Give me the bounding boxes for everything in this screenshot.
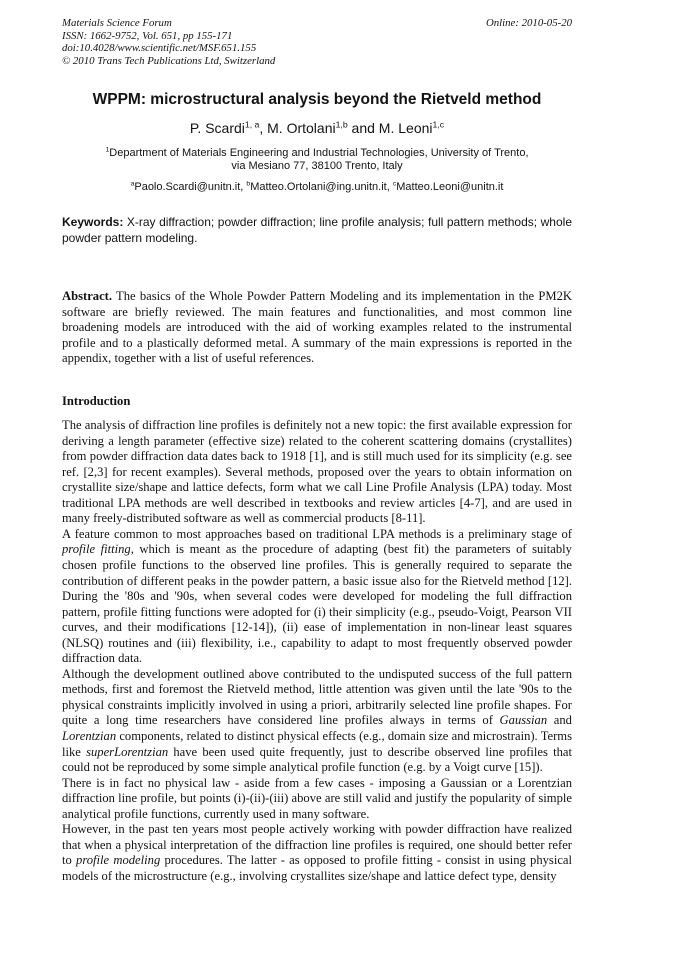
text-run: , which is meant as the procedure of adapting (best fit) the parameters of suitably chosen profile functions to the observed line profiles. This is generally required to separate the contribution of different peaks in the powder pattern, a basic issue also for the Rietveld method [12]. During the '80s and '90s, when several codes were developed for modeling the full diffraction pattern, profile fitting functions were adopted for (i) their simplicity (e.g., pseudo-Voigt, Pearson VII curves, and their modifications [12-14]), (ii) ease of implementation in non-linear least squares (NLSQ) routines and (iii) flexibility, i.e., capability to adapt to most frequently observed powder diffraction data.: [62, 542, 572, 666]
text-run: and: [547, 713, 572, 728]
paper-title: WPPM: microstructural analysis beyond the Rietveld method: [92, 91, 542, 109]
emails-line: [62, 181, 572, 194]
abstract-text: The basics of the Whole Powder Pattern Modeling and its implementation in the PM2K software are briefly reviewed. The main features and functionalities, and most common line broadening models are introduced with the aid of working examples related to the instrumental profile and to a plastically deformed metal. A summary of the main expressions is reported in the appendix, together with a list of useful references.: [62, 288, 572, 366]
email-address: Paolo.Scardi@unitn.it,: [134, 181, 247, 193]
text-run: Although the development outlined above contributed to the undisputed success of the full pattern methods, first and foremost the Rietveld method, little attention was given until the late '90s to the physical constraints implicitly involved in using a priori, arbitrarily selected line profile shapes. For quite a long time researchers have considered line profiles always in terms of: [62, 666, 572, 728]
italic-term: superLorentzian: [86, 744, 169, 759]
abstract-label: Abstract.: [62, 288, 113, 303]
paragraph: [62, 822, 572, 884]
text-run: A feature common to most approaches based on traditional LPA methods is a preliminary stage of: [62, 526, 572, 541]
email-superscript: c: [392, 180, 397, 188]
text-run: components, related to distinct physical effects (e.g., domain size and microstrain). Terms like: [62, 729, 572, 759]
author-name: , M. Ortolani: [259, 120, 336, 137]
email-address: Matteo.Ortolani@ing.unitn.it,: [250, 181, 393, 193]
paragraph: [62, 667, 572, 776]
journal-info-block: [62, 17, 275, 67]
text-run: There is in fact no physical law - aside from a few cases - imposing a Gaussian or a Lorentzian diffraction line profile, but points (i)-(ii)-(iii) above are still valid and justify the popularity of simple analytical profile functions, currently used in many software.: [62, 775, 572, 821]
keywords-block: [62, 215, 572, 246]
keywords-label: Keywords:: [62, 215, 124, 230]
italic-term: Lorentzian: [62, 729, 117, 743]
paragraph: [62, 527, 572, 667]
introduction-paragraphs: [62, 418, 572, 884]
section-heading-introduction: Introduction: [62, 393, 131, 408]
authors-line: [62, 121, 572, 136]
italic-term: Gaussian: [499, 713, 548, 728]
affiliation-superscript: 1: [105, 145, 110, 153]
keywords-text: X-ray diffraction; powder diffraction; line profile analysis; full pattern methods; whole powder pattern modeling.: [62, 215, 572, 245]
text-run: However, in the past ten years most people actively working with powder diffraction have realized that when a physical interpretation of the diffraction line profiles is required, one should better refer to: [62, 822, 572, 868]
affiliation-line2: via Mesiano 77, 38100 Trento, Italy: [231, 160, 403, 173]
author-name: and M. Leoni: [347, 120, 433, 137]
text-run: have been used quite frequently, just to describe observed line profiles that could not be reproduced by some simple analytical profile function (e.g. by a Voigt curve [15]).: [62, 744, 572, 775]
copyright-line: © 2010 Trans Tech Publications Ltd, Switzerland: [62, 54, 276, 67]
text-run: The analysis of diffraction line profiles is definitely not a new topic: the first available expression for deriving a length parameter (effective size) related to the coherent scattering domains (crystallites) from powder diffraction data dates back to 1918 [1], and is still much used for its simplicity (e.g. see ref. [2,3] for recent examples). Several methods, proposed over the years to obtain information on crystallite size/shape and lattice defects, form what we call Line Profile Analysis (LPA) today. Most traditional LPA methods are well described in textbooks and review articles [4-7], and are used in many freely-distributed software as well as commercial products [8-11].: [62, 418, 572, 526]
italic-term: profile fitting: [62, 542, 131, 557]
journal-name: Materials Science Forum: [62, 17, 172, 29]
affiliation: [62, 147, 572, 175]
email-superscript: b: [246, 180, 251, 188]
italic-term: profile modeling: [76, 853, 161, 868]
email-superscript: a: [130, 180, 135, 188]
issn-volume-pages: ISSN: 1662-9752, Vol. 651, pp 155-171: [62, 29, 233, 42]
affiliation-line1: Department of Materials Engineering and Industrial Technologies, University of Trento,: [109, 146, 529, 159]
email-address: Matteo.Leoni@unitn.it: [396, 181, 504, 193]
text-run: procedures. The latter - as opposed to profile fitting - consist in using physical models of the microstructure (e.g., involving crystallites size/shape and lattice defect type, density: [62, 853, 573, 883]
author-superscript: 1,c: [432, 119, 445, 130]
abstract-block: [62, 289, 572, 367]
doi-line: doi:10.4028/www.scientific.net/MSF.651.155: [62, 42, 257, 55]
journal-header: [62, 17, 572, 67]
paragraph: [62, 418, 572, 527]
author-name: P. Scardi: [189, 120, 245, 137]
author-superscript: 1,b: [335, 119, 348, 130]
author-superscript: 1, a: [244, 119, 260, 130]
paragraph: [62, 776, 572, 823]
online-date: Online: 2010-05-20: [485, 17, 572, 29]
